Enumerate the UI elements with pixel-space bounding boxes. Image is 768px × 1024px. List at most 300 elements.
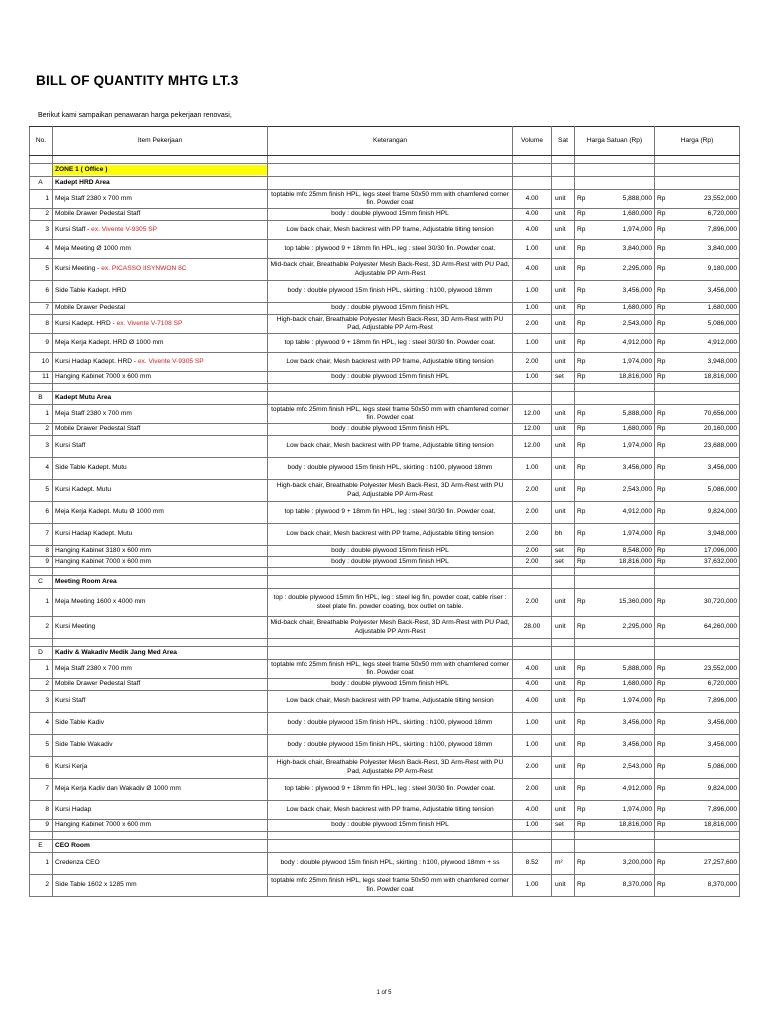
row-number: 6 — [30, 757, 53, 779]
description-cell: toptable mfc 25mm finish HPL, legs steel frame 50x50 mm with chamfered corner fin. Powder coat — [268, 660, 513, 679]
unit-price-value: 3,456,000 — [622, 464, 652, 472]
unit-cell: unit — [552, 303, 575, 315]
item-name: Side Table Wakadiv — [55, 741, 113, 749]
row-number: 3 — [30, 221, 53, 240]
item-cell — [53, 436, 268, 458]
item-cell — [53, 546, 268, 557]
table-row — [30, 221, 740, 240]
row-number: 1 — [30, 853, 53, 875]
volume-cell: 2.00 — [513, 502, 552, 524]
description-cell: toptable mfc 25mm finish HPL, legs steel frame 50x50 mm with chamfered corner fin. Powder coat — [268, 405, 513, 424]
section-row — [30, 392, 740, 405]
unit-price-cell — [575, 735, 655, 757]
currency-label: Rp — [657, 304, 666, 312]
volume-cell: 1.00 — [513, 875, 552, 897]
unit-price-cell — [575, 546, 655, 557]
currency-label: Rp — [657, 664, 666, 672]
item-name: Hanging Kabinet 7000 x 600 mm — [55, 821, 152, 829]
table-row — [30, 480, 740, 502]
total-price-value: 27,257,600 — [703, 859, 737, 867]
volume-cell: 1.00 — [513, 240, 552, 259]
total-price-value: 3,456,000 — [707, 287, 737, 295]
section-title: Kadept Mutu Area — [53, 392, 268, 405]
description-cell: High-back chair, Breathable Polyester Mesh Back-Rest, 3D Arm-Rest with PU Pad, Adjustable PP Arm-Rest — [268, 757, 513, 779]
volume-cell: 2.00 — [513, 757, 552, 779]
currency-label: Rp — [657, 319, 666, 327]
item-name: Meja Kerja Kadiv dan Wakadiv Ø 1000 mm — [55, 785, 181, 793]
volume-cell: 4.00 — [513, 691, 552, 713]
currency-label: Rp — [657, 623, 666, 631]
item-cell — [53, 820, 268, 832]
unit-price-value: 1,680,000 — [622, 425, 652, 433]
item-name: Kursi Kadept. Mutu — [55, 486, 112, 494]
unit-price-cell — [575, 502, 655, 524]
unit-cell: unit — [552, 779, 575, 801]
item-cell — [53, 589, 268, 617]
total-price-value: 8,370,000 — [707, 881, 737, 889]
total-price-value: 37,632,000 — [703, 557, 737, 565]
description-cell: body : double plywood 15m finish HPL, skirting : h100, plywood 18mm + ss — [268, 853, 513, 875]
unit-price-value: 15,360,000 — [618, 598, 652, 606]
item-name: Meja Meeting Ø 1000 mm — [55, 244, 131, 252]
currency-label: Rp — [577, 557, 586, 565]
unit-cell: unit — [552, 259, 575, 281]
item-cell — [53, 353, 268, 372]
currency-label: Rp — [577, 530, 586, 538]
table-row — [30, 405, 740, 424]
unit-price-value: 3,456,000 — [622, 287, 652, 295]
total-price-value: 70,656,000 — [703, 409, 737, 417]
total-price-cell — [655, 713, 740, 735]
total-price-value: 3,948,000 — [707, 357, 737, 365]
unit-price-cell — [575, 221, 655, 240]
currency-label: Rp — [657, 859, 666, 867]
total-price-value: 18,816,000 — [703, 373, 737, 381]
unit-price-value: 8,548,000 — [622, 546, 652, 554]
total-price-value: 18,816,000 — [703, 821, 737, 829]
currency-label: Rp — [577, 409, 586, 417]
total-price-cell — [655, 209, 740, 221]
table-row — [30, 589, 740, 617]
row-number: 10 — [30, 353, 53, 372]
total-price-value: 9,824,000 — [707, 508, 737, 516]
unit-price-value: 4,912,000 — [622, 785, 652, 793]
section-title: Kadiv & Wakadiv Medik Jang Med Area — [53, 647, 268, 660]
currency-label: Rp — [577, 486, 586, 494]
item-brand: ex. Vivente V-7108 SP — [116, 319, 183, 327]
blank-row — [30, 568, 740, 576]
unit-cell: unit — [552, 660, 575, 679]
boq-table — [29, 126, 740, 897]
item-cell — [53, 458, 268, 480]
row-number: 7 — [30, 779, 53, 801]
table-row — [30, 281, 740, 303]
row-number: 7 — [30, 524, 53, 546]
unit-price-cell — [575, 757, 655, 779]
item-name: Meja Staff 2380 x 700 mm — [55, 194, 132, 202]
total-price-cell — [655, 436, 740, 458]
unit-price-value: 1,974,000 — [622, 357, 652, 365]
total-price-cell — [655, 334, 740, 353]
description-cell: Mid-back chair, Breathable Polyester Mesh Back-Rest, 3D Arm-Rest with PU Pad, Adjustable PP Arm-Rest — [268, 259, 513, 281]
item-name: Kursi Staff - — [55, 225, 92, 233]
item-name: Meja Kerja Kadept. HRD Ø 1000 mm — [55, 338, 164, 346]
unit-price-value: 2,543,000 — [622, 763, 652, 771]
currency-label: Rp — [577, 373, 586, 381]
unit-price-cell — [575, 190, 655, 209]
unit-price-cell — [575, 281, 655, 303]
unit-cell: unit — [552, 405, 575, 424]
unit-cell: unit — [552, 281, 575, 303]
table-row — [30, 779, 740, 801]
item-name: Kursi Meeting - — [55, 265, 102, 273]
total-price-cell — [655, 589, 740, 617]
item-name: Meja Staff 2380 x 700 mm — [55, 664, 132, 672]
row-number: 2 — [30, 617, 53, 639]
col-header-harga-satuan: Harga Satuan (Rp) — [575, 127, 655, 156]
item-name: Kursi Hadap Kadept. Mutu — [55, 530, 133, 538]
volume-cell: 2.00 — [513, 524, 552, 546]
item-cell — [53, 221, 268, 240]
table-row — [30, 820, 740, 832]
col-header-volume: Volume — [513, 127, 552, 156]
currency-label: Rp — [577, 598, 586, 606]
volume-cell: 4.00 — [513, 660, 552, 679]
currency-label: Rp — [577, 719, 586, 727]
unit-price-value: 5,888,000 — [622, 194, 652, 202]
unit-price-cell — [575, 524, 655, 546]
item-name: Kursi Meeting — [55, 623, 96, 631]
unit-price-cell — [575, 779, 655, 801]
item-name: Meja Kerja Kadept. Mutu Ø 1000 mm — [55, 508, 164, 516]
description-cell: toptable mfc 25mm finish HPL, legs steel frame 50x50 mm with chamfered corner fin. Powder coat — [268, 875, 513, 897]
unit-cell: m² — [552, 853, 575, 875]
total-price-value: 30,720,000 — [703, 598, 737, 606]
volume-cell: 12.00 — [513, 424, 552, 436]
volume-cell: 4.00 — [513, 209, 552, 221]
table-row — [30, 436, 740, 458]
total-price-value: 20,160,000 — [703, 425, 737, 433]
unit-price-cell — [575, 617, 655, 639]
currency-label: Rp — [577, 741, 586, 749]
item-cell — [53, 875, 268, 897]
table-row — [30, 660, 740, 679]
total-price-value: 1,680,000 — [707, 304, 737, 312]
item-cell — [53, 691, 268, 713]
unit-cell: unit — [552, 353, 575, 372]
item-name: Meja Meeting 1600 x 4000 mm — [55, 598, 146, 606]
blank-row — [30, 384, 740, 392]
currency-label: Rp — [657, 546, 666, 554]
zone-label: ZONE 1 ( Office ) — [53, 165, 267, 175]
row-number: 9 — [30, 557, 53, 568]
unit-price-cell — [575, 480, 655, 502]
unit-price-cell — [575, 713, 655, 735]
table-row — [30, 190, 740, 209]
currency-label: Rp — [657, 338, 666, 346]
total-price-cell — [655, 524, 740, 546]
volume-cell: 1.00 — [513, 458, 552, 480]
description-cell: Low back chair, Mesh backrest with PP frame, Adjustable tilting tension — [268, 436, 513, 458]
unit-price-cell — [575, 353, 655, 372]
description-cell: High-back chair, Breathable Polyester Mesh Back-Rest, 3D Arm-Rest with PU Pad, Adjustable PP Arm-Rest — [268, 480, 513, 502]
total-price-value: 5,086,000 — [707, 319, 737, 327]
description-cell: top table : plywood 9 + 18mm fin HPL, leg : steel 30/30 fin. Powder coat. — [268, 240, 513, 259]
total-price-value: 7,896,000 — [707, 225, 737, 233]
currency-label: Rp — [577, 304, 586, 312]
unit-price-value: 1,974,000 — [622, 697, 652, 705]
currency-label: Rp — [577, 697, 586, 705]
total-price-value: 5,086,000 — [707, 486, 737, 494]
volume-cell: 2.00 — [513, 557, 552, 568]
total-price-cell — [655, 557, 740, 568]
item-name: Mobile Drawer Pedestal — [55, 304, 125, 312]
total-price-cell — [655, 353, 740, 372]
unit-price-cell — [575, 660, 655, 679]
unit-price-value: 1,680,000 — [622, 304, 652, 312]
currency-label: Rp — [577, 319, 586, 327]
unit-cell: bh — [552, 524, 575, 546]
total-price-value: 23,688,000 — [703, 442, 737, 450]
volume-cell: 4.00 — [513, 801, 552, 820]
volume-cell: 1.00 — [513, 281, 552, 303]
col-header-keterangan: Keterangan — [268, 127, 513, 156]
currency-label: Rp — [577, 785, 586, 793]
unit-price-cell — [575, 209, 655, 221]
unit-price-value: 3,200,000 — [622, 859, 652, 867]
currency-label: Rp — [577, 881, 586, 889]
row-number: 4 — [30, 713, 53, 735]
currency-label: Rp — [577, 442, 586, 450]
unit-price-cell — [575, 303, 655, 315]
description-cell: body : double plywood 15mm finish HPL — [268, 546, 513, 557]
unit-cell: unit — [552, 801, 575, 820]
description-cell: body : double plywood 15m finish HPL, skirting : h100, plywood 18mm — [268, 735, 513, 757]
description-cell: body : double plywood 15mm finish HPL — [268, 557, 513, 568]
unit-price-value: 18,816,000 — [618, 373, 652, 381]
item-cell — [53, 372, 268, 384]
volume-cell: 1.00 — [513, 820, 552, 832]
item-cell — [53, 779, 268, 801]
section-row — [30, 576, 740, 589]
currency-label: Rp — [657, 486, 666, 494]
volume-cell: 4.00 — [513, 259, 552, 281]
item-cell — [53, 480, 268, 502]
section-code: A — [30, 177, 53, 190]
total-price-value: 4,912,000 — [707, 338, 737, 346]
total-price-value: 23,552,000 — [703, 194, 737, 202]
total-price-cell — [655, 502, 740, 524]
section-title: Kadept HRD Area — [53, 177, 268, 190]
section-code: E — [30, 840, 53, 853]
unit-price-cell — [575, 679, 655, 691]
unit-cell: unit — [552, 502, 575, 524]
currency-label: Rp — [577, 244, 586, 252]
blank-row — [30, 639, 740, 647]
total-price-cell — [655, 853, 740, 875]
item-cell — [53, 240, 268, 259]
total-price-cell — [655, 735, 740, 757]
currency-label: Rp — [657, 244, 666, 252]
total-price-value: 23,552,000 — [703, 664, 737, 672]
item-name: Mobile Drawer Pedestal Staff — [55, 425, 141, 433]
item-cell — [53, 281, 268, 303]
unit-price-cell — [575, 315, 655, 334]
total-price-value: 64,260,000 — [703, 623, 737, 631]
item-name: Kursi Kerja — [55, 763, 88, 771]
unit-price-value: 1,680,000 — [622, 680, 652, 688]
unit-price-value: 8,370,000 — [622, 881, 652, 889]
item-cell — [53, 679, 268, 691]
item-name: Hanging Kabinet 7000 x 600 mm — [55, 557, 152, 565]
currency-label: Rp — [577, 859, 586, 867]
table-body — [30, 156, 740, 897]
row-number: 6 — [30, 281, 53, 303]
currency-label: Rp — [657, 557, 666, 565]
row-number: 5 — [30, 735, 53, 757]
row-number: 11 — [30, 372, 53, 384]
currency-label: Rp — [657, 763, 666, 771]
unit-price-value: 18,816,000 — [618, 557, 652, 565]
unit-cell: unit — [552, 190, 575, 209]
unit-price-value: 5,888,000 — [622, 409, 652, 417]
currency-label: Rp — [657, 409, 666, 417]
volume-cell: 2.00 — [513, 315, 552, 334]
item-name: Side Table Kadiv — [55, 719, 104, 727]
total-price-cell — [655, 303, 740, 315]
total-price-cell — [655, 315, 740, 334]
table-row — [30, 502, 740, 524]
currency-label: Rp — [657, 225, 666, 233]
unit-cell: unit — [552, 221, 575, 240]
description-cell: body : double plywood 15mm finish HPL — [268, 372, 513, 384]
table-row — [30, 546, 740, 557]
unit-price-value: 4,912,000 — [622, 338, 652, 346]
unit-price-cell — [575, 458, 655, 480]
document-title: BILL OF QUANTITY MHTG LT.3 — [36, 73, 239, 88]
volume-cell: 2.00 — [513, 779, 552, 801]
row-number: 2 — [30, 209, 53, 221]
description-cell: top table : plywood 9 + 18mm fin HPL, leg : steel 30/30 fin. Powder coat. — [268, 334, 513, 353]
description-cell: Low back chair, Mesh backrest with PP frame, Adjustable tilting tension — [268, 353, 513, 372]
blank-row — [30, 156, 740, 164]
volume-cell: 12.00 — [513, 405, 552, 424]
volume-cell: 2.00 — [513, 589, 552, 617]
description-cell: Low back chair, Mesh backrest with PP frame, Adjustable tilting tension — [268, 221, 513, 240]
unit-cell: set — [552, 546, 575, 557]
total-price-cell — [655, 875, 740, 897]
currency-label: Rp — [577, 464, 586, 472]
table-row — [30, 617, 740, 639]
table-row — [30, 372, 740, 384]
table-row — [30, 209, 740, 221]
item-cell — [53, 334, 268, 353]
currency-label: Rp — [657, 785, 666, 793]
unit-price-cell — [575, 875, 655, 897]
row-number: 2 — [30, 875, 53, 897]
currency-label: Rp — [577, 225, 586, 233]
col-header-harga: Harga (Rp) — [655, 127, 740, 156]
unit-price-value: 1,974,000 — [622, 805, 652, 813]
table-row — [30, 315, 740, 334]
total-price-value: 7,896,000 — [707, 697, 737, 705]
section-row — [30, 840, 740, 853]
unit-price-cell — [575, 259, 655, 281]
unit-price-cell — [575, 405, 655, 424]
unit-cell: set — [552, 557, 575, 568]
total-price-cell — [655, 240, 740, 259]
row-number: 7 — [30, 303, 53, 315]
table-row — [30, 353, 740, 372]
row-number: 8 — [30, 801, 53, 820]
description-cell: Low back chair, Mesh backrest with PP frame, Adjustable tilting tension — [268, 691, 513, 713]
currency-label: Rp — [657, 821, 666, 829]
table-row — [30, 735, 740, 757]
total-price-cell — [655, 372, 740, 384]
item-name: Hanging Kabinet 7000 x 600 mm — [55, 373, 152, 381]
item-cell — [53, 502, 268, 524]
unit-cell: unit — [552, 617, 575, 639]
total-price-value: 3,456,000 — [707, 719, 737, 727]
unit-price-cell — [575, 240, 655, 259]
item-cell — [53, 209, 268, 221]
table-row — [30, 691, 740, 713]
currency-label: Rp — [657, 805, 666, 813]
table-row — [30, 875, 740, 897]
unit-price-cell — [575, 424, 655, 436]
currency-label: Rp — [657, 194, 666, 202]
currency-label: Rp — [657, 697, 666, 705]
item-cell — [53, 557, 268, 568]
currency-label: Rp — [577, 546, 586, 554]
row-number: 5 — [30, 480, 53, 502]
unit-price-cell — [575, 853, 655, 875]
table-row — [30, 303, 740, 315]
section-code: D — [30, 647, 53, 660]
total-price-cell — [655, 259, 740, 281]
table-header-row — [30, 127, 740, 156]
item-cell — [53, 303, 268, 315]
row-number: 4 — [30, 240, 53, 259]
row-number: 2 — [30, 424, 53, 436]
row-number: 8 — [30, 546, 53, 557]
unit-price-value: 2,295,000 — [622, 265, 652, 273]
unit-price-value: 1,974,000 — [622, 530, 652, 538]
item-cell — [53, 853, 268, 875]
item-cell — [53, 424, 268, 436]
unit-price-cell — [575, 801, 655, 820]
unit-cell: set — [552, 820, 575, 832]
unit-cell: unit — [552, 458, 575, 480]
total-price-cell — [655, 679, 740, 691]
currency-label: Rp — [657, 464, 666, 472]
currency-label: Rp — [657, 287, 666, 295]
total-price-value: 9,824,000 — [707, 785, 737, 793]
total-price-cell — [655, 546, 740, 557]
total-price-value: 6,720,000 — [707, 680, 737, 688]
table-row — [30, 757, 740, 779]
table-row — [30, 679, 740, 691]
volume-cell: 28.00 — [513, 617, 552, 639]
volume-cell: 8.52 — [513, 853, 552, 875]
item-name: Side Table Kadept. HRD — [55, 287, 127, 295]
description-cell: Mid-back chair, Breathable Polyester Mesh Back-Rest, 3D Arm-Rest with PU Pad, Adjustable PP Arm-Rest — [268, 617, 513, 639]
section-code — [30, 164, 53, 177]
currency-label: Rp — [657, 598, 666, 606]
unit-price-value: 3,456,000 — [622, 741, 652, 749]
volume-cell: 4.00 — [513, 221, 552, 240]
item-cell — [53, 617, 268, 639]
